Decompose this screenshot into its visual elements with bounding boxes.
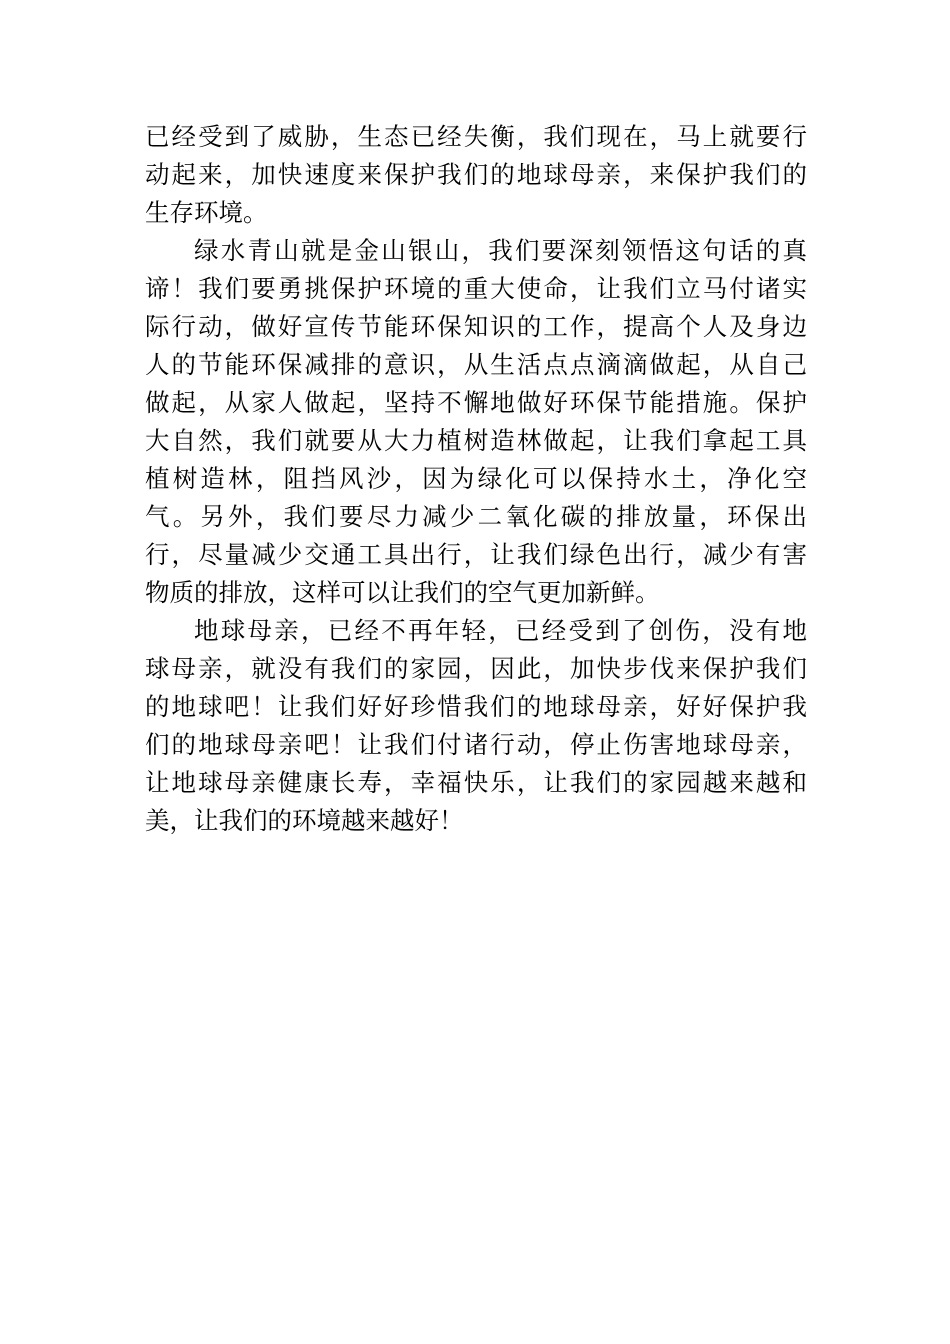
paragraph-line: 球母亲，就没有我们的家园，因此，加快步伐来保护我们 [145, 654, 807, 683]
paragraph-line: 植树造林，阻挡风沙，因为绿化可以保持水土，净化空 [145, 464, 807, 493]
paragraph-line: 的地球吧！让我们好好珍惜我们的地球母亲，好好保护我 [145, 692, 807, 721]
paragraph-line: 动起来，加快速度来保护我们的地球母亲，来保护我们的 [145, 160, 807, 189]
paragraph-line: 让地球母亲健康长寿，幸福快乐，让我们的家园越来越和 [145, 768, 807, 797]
paragraph-line: 气。另外，我们要尽力减少二氧化碳的排放量，环保出 [145, 502, 807, 531]
paragraph-line: 已经受到了威胁，生态已经失衡，我们现在，马上就要行 [145, 122, 807, 151]
paragraph-line: 谛！我们要勇挑保护环境的重大使命，让我们立马付诸实 [145, 274, 807, 303]
paragraph-3 [145, 612, 807, 840]
paragraph-line: 际行动，做好宣传节能环保知识的工作，提高个人及身边 [145, 312, 807, 341]
paragraph-line: 们的地球母亲吧！让我们付诸行动，停止伤害地球母亲， [145, 730, 807, 759]
paragraph-line: 美，让我们的环境越来越好！ [145, 806, 464, 835]
paragraph-line: 大自然，我们就要从大力植树造林做起，让我们拿起工具 [145, 426, 807, 455]
paragraph-line: 绿水青山就是金山银山，我们要深刻领悟这句话的真 [194, 236, 807, 265]
paragraph-line: 生存环境。 [145, 198, 268, 227]
paragraph-line: 物质的排放，这样可以让我们的空气更加新鲜。 [145, 578, 660, 607]
paragraph-line: 地球母亲，已经不再年轻，已经受到了创伤，没有地 [194, 616, 807, 645]
paragraph-line: 人的节能环保减排的意识，从生活点点滴滴做起，从自己 [145, 350, 807, 379]
document-body [145, 118, 807, 840]
paragraph-1 [145, 118, 807, 232]
paragraph-2 [145, 232, 807, 612]
paragraph-line: 做起，从家人做起，坚持不懈地做好环保节能措施。保护 [145, 388, 807, 417]
paragraph-line: 行，尽量减少交通工具出行，让我们绿色出行，减少有害 [145, 540, 807, 569]
